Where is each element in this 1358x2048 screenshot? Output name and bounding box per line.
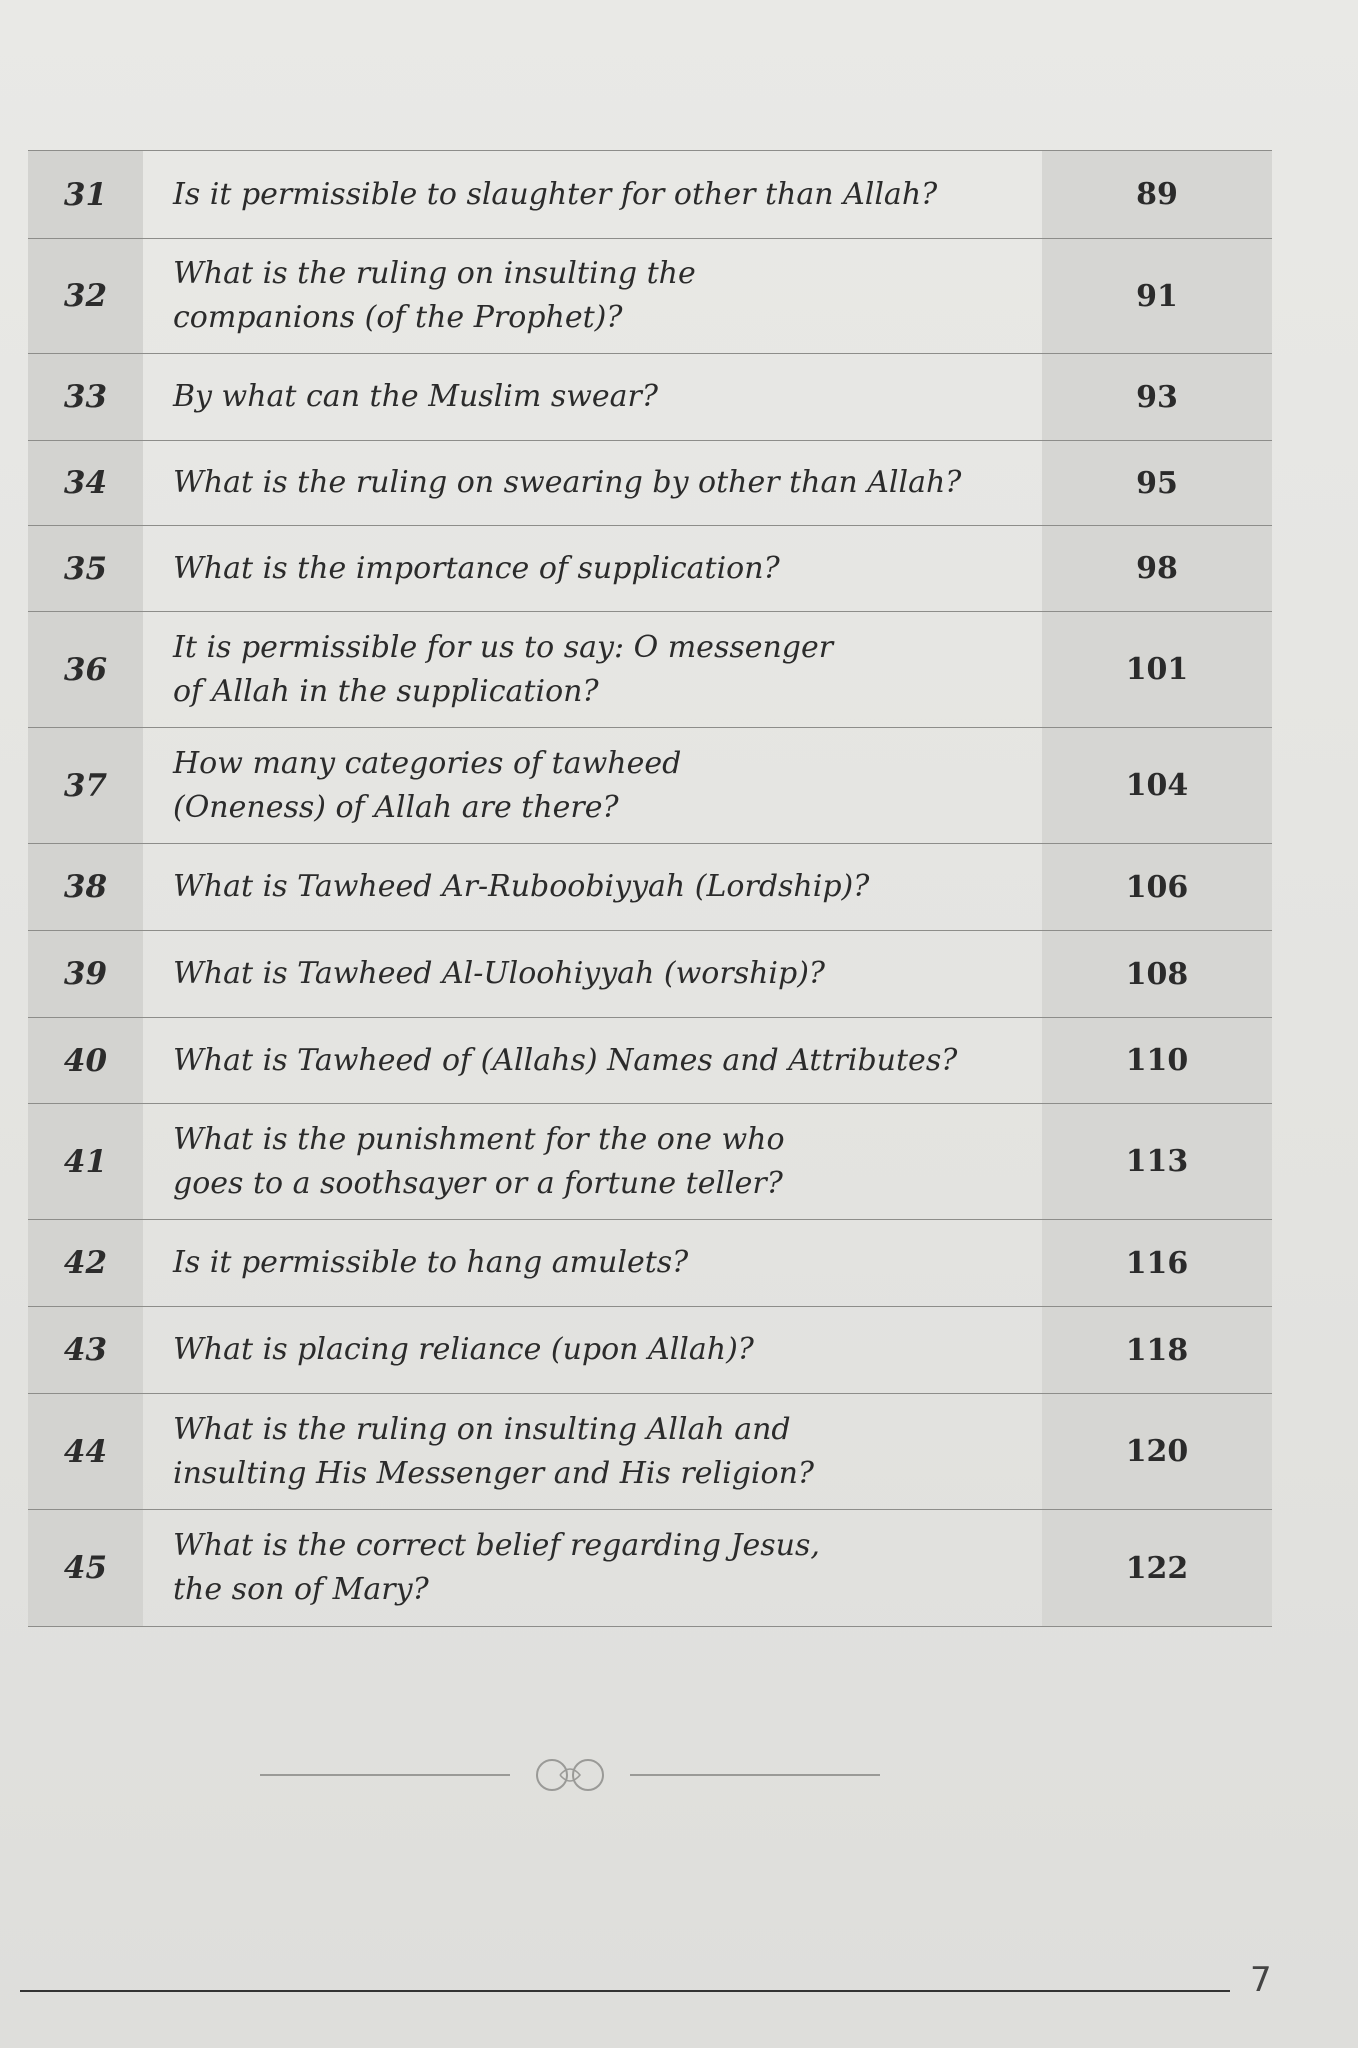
toc-question-text xyxy=(143,626,1042,714)
toc-question-line: What is Tawheed Al-Uloohiyyah (worship)? xyxy=(173,956,826,991)
toc-question-line: What is Tawheed of (Allahs) Names and Attributes? xyxy=(173,1042,958,1078)
toc-page-number: 118 xyxy=(1042,1307,1272,1393)
toc-question-text xyxy=(143,952,1042,996)
toc-question-number: 44 xyxy=(28,1394,143,1509)
toc-question-line: of Allah in the supplication? xyxy=(173,673,599,709)
toc-question-line: insulting His Messenger and His religion? xyxy=(173,1455,814,1491)
toc-question-text xyxy=(143,742,1042,830)
toc-page-number: 122 xyxy=(1042,1510,1272,1626)
toc-question-number: 40 xyxy=(28,1018,143,1103)
toc-row xyxy=(28,353,1272,440)
toc-row xyxy=(28,930,1272,1017)
toc-question-line: What is the importance of supplication? xyxy=(173,550,780,586)
toc-question-line: What is the ruling on swearing by other than Allah? xyxy=(173,465,962,500)
toc-question-number: 31 xyxy=(28,151,143,238)
toc-question-number: 45 xyxy=(28,1510,143,1626)
toc-question-line: goes to a soothsayer or a fortune teller? xyxy=(173,1165,783,1201)
toc-page-number: 104 xyxy=(1042,728,1272,843)
toc-question-line: Is it permissible to slaughter for other than Allah? xyxy=(173,176,938,212)
toc-page-number: 93 xyxy=(1042,354,1272,440)
toc-question-line: What is the ruling on insulting Allah and xyxy=(173,1411,791,1447)
toc-question-text xyxy=(143,865,1042,909)
toc-question-line: What is placing reliance (upon Allah)? xyxy=(173,1332,754,1367)
toc-question-number: 34 xyxy=(28,441,143,525)
toc-question-number: 36 xyxy=(28,612,143,727)
toc-row xyxy=(28,1219,1272,1306)
toc-question-line: What is Tawheed Ar-Ruboobiyyah (Lordship)? xyxy=(173,869,870,904)
toc-question-text xyxy=(143,1328,1042,1372)
toc-row xyxy=(28,1017,1272,1103)
toc-question-text xyxy=(143,461,1042,505)
toc-question-line: What is the punishment for the one who xyxy=(173,1121,785,1157)
footer-rule xyxy=(20,1990,1230,1992)
toc-page-number: 113 xyxy=(1042,1104,1272,1219)
toc-page-number: 120 xyxy=(1042,1394,1272,1509)
toc-row xyxy=(28,440,1272,525)
toc-question-number: 43 xyxy=(28,1307,143,1393)
toc-page-number: 106 xyxy=(1042,844,1272,930)
toc-row xyxy=(28,1509,1272,1627)
toc-page-number: 101 xyxy=(1042,612,1272,727)
toc-question-line: the son of Mary? xyxy=(173,1572,429,1607)
toc-row xyxy=(28,727,1272,843)
toc-question-text xyxy=(143,375,1042,419)
toc-question-line: What is the ruling on insulting the xyxy=(173,256,696,291)
toc-question-line: Is it permissible to hang amulets? xyxy=(173,1245,689,1280)
toc-page-number: 108 xyxy=(1042,931,1272,1017)
toc-row xyxy=(28,1103,1272,1219)
toc-row xyxy=(28,238,1272,353)
toc-question-text xyxy=(143,1524,1042,1612)
toc-question-line: By what can the Muslim swear? xyxy=(173,379,658,414)
table-of-contents xyxy=(28,150,1272,1627)
toc-question-number: 39 xyxy=(28,931,143,1017)
toc-question-number: 32 xyxy=(28,239,143,353)
toc-question-line: (Oneness) of Allah are there? xyxy=(173,789,619,825)
toc-question-text xyxy=(143,252,1042,340)
toc-question-text xyxy=(143,173,1042,217)
toc-page-number: 110 xyxy=(1042,1018,1272,1103)
toc-question-line: What is the correct belief regarding Jesus, xyxy=(173,1528,820,1563)
toc-question-number: 38 xyxy=(28,844,143,930)
ornament-divider-icon xyxy=(260,1755,880,1795)
toc-row xyxy=(28,1393,1272,1509)
toc-question-text xyxy=(143,1039,1042,1083)
toc-page-number: 116 xyxy=(1042,1220,1272,1306)
toc-row xyxy=(28,1306,1272,1393)
page-number: 7 xyxy=(1250,1960,1272,2000)
toc-page-number: 91 xyxy=(1042,239,1272,353)
toc-question-number: 42 xyxy=(28,1220,143,1306)
toc-page-number: 89 xyxy=(1042,151,1272,238)
toc-page-number: 95 xyxy=(1042,441,1272,525)
toc-question-text xyxy=(143,1408,1042,1496)
toc-row xyxy=(28,525,1272,611)
toc-row xyxy=(28,150,1272,238)
toc-question-text xyxy=(143,1241,1042,1285)
toc-question-line: How many categories of tawheed xyxy=(173,745,682,781)
toc-question-line: It is permissible for us to say: O messenger xyxy=(173,629,834,665)
toc-question-line: companions (of the Prophet)? xyxy=(173,300,623,335)
toc-question-number: 41 xyxy=(28,1104,143,1219)
toc-question-text xyxy=(143,547,1042,591)
toc-question-number: 37 xyxy=(28,728,143,843)
toc-row xyxy=(28,843,1272,930)
toc-question-number: 33 xyxy=(28,354,143,440)
toc-page-number: 98 xyxy=(1042,526,1272,611)
toc-question-number: 35 xyxy=(28,526,143,611)
toc-row xyxy=(28,611,1272,727)
toc-question-text xyxy=(143,1118,1042,1206)
